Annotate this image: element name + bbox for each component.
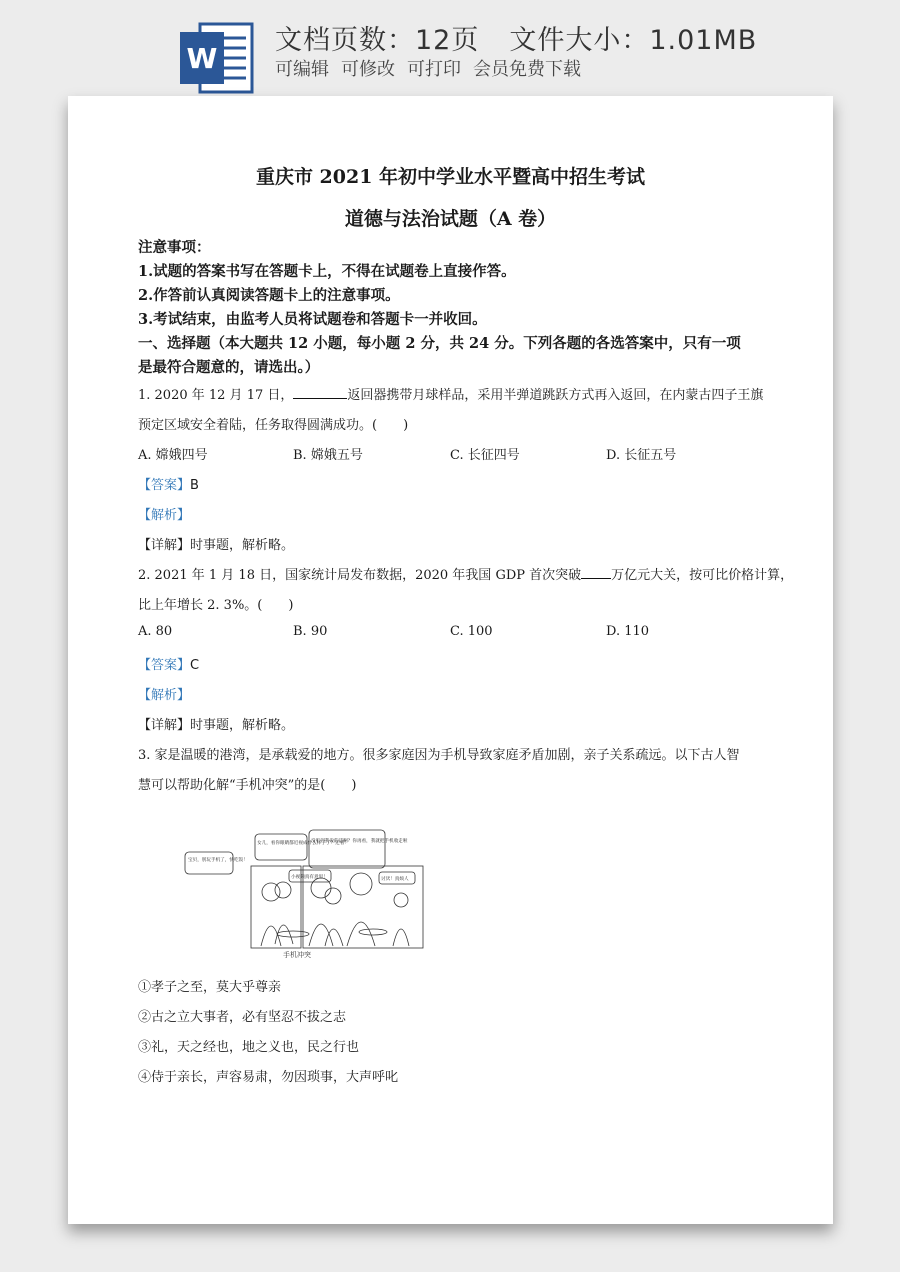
section-heading-cont: 是最符合题意的，请选出。） [138,359,320,376]
feature-modifiable: 可修改 [341,59,395,80]
answer-line [138,474,199,493]
comic-caption: 手机冲突 [283,951,311,959]
notice-item: 2.作答前认真阅读答题卡上的注意事项。 [138,287,400,304]
section-heading: 一、选择题（本大题共 12 小题，每小题 2 分，共 24 分。下列各题的各选答案中，只有一项 [138,335,741,352]
answer-line [138,654,199,673]
option-1: ①孝子之至，莫大乎尊亲 [138,980,282,995]
comic-bubble-4: 没听到我说的话啊？你再看，我就把手机收走啦 [311,839,408,844]
option-a: A. 80 [138,624,173,639]
answer-value: B [190,478,199,493]
comic-bubble-2: 女儿，看你眼睛都近视成什么样子了？还看！ [257,841,349,846]
analysis-tag: 【解析】 [138,688,191,703]
page-count: 文档页数：12页 [275,25,480,56]
question-1-line-2: 预定区域安全着陆，任务取得圆满成功。( ) [138,418,409,433]
word-document-icon [178,18,258,98]
option-a: A. 嫦娥四号 [138,448,208,463]
question-1-line-1: 1. 2020 年 12 月 17 日， 返回器携带月球样品，采用半弹道跳跃方式再入返回，在内蒙古四子王旗 [138,388,764,403]
notice-item: 1.试题的答案书写在答题卡上，不得在试题卷上直接作答。 [138,263,516,280]
feature-member-download: 会员免费下载 [473,59,581,80]
answer-value: C [190,658,200,673]
analysis-tag: 【解析】 [138,508,191,523]
comic-image [183,826,428,961]
option-c: C. 长征四号 [450,448,520,463]
option-d: D. 110 [606,624,650,639]
option-c: C. 100 [450,624,493,639]
answer-blank [581,566,611,579]
notice-heading: 注意事项： [138,239,211,256]
answer-tag: 【答案】 [138,658,191,673]
comic-bubble-5: 讨厌！真烦人 [381,877,409,882]
exam-subtitle: 道德与法治试题（A 卷） [344,208,557,230]
option-d: D. 长征五号 [606,448,677,463]
detail-line: 【详解】时事题，解析略。 [138,538,295,553]
option-3: ③礼，天之经也，地之义也，民之行也 [138,1040,360,1055]
document-page [68,96,833,1224]
answer-blank [293,386,347,399]
question-2-line-1: 2. 2021 年 1 月 18 日，国家统计局发布数据，2020 年我国 GDP 首次突破 万亿元大关，按可比价格计算， [138,568,794,583]
option-b: B. 90 [293,624,328,639]
notice-item: 3.考试结束，由监考人员将试题卷和答题卡一并收回。 [138,311,487,328]
question-3-line-2: 慧可以帮助化解“手机冲突”的是( ) [138,778,357,793]
feature-editable: 可编辑 [275,59,329,80]
comic-bubble-3: 小视频真有意思！ [291,875,328,880]
option-b: B. 嫦娥五号 [293,448,363,463]
answer-tag: 【答案】 [138,478,191,493]
header-banner [0,0,900,100]
file-size: 文件大小：1.01MB [509,25,758,56]
detail-line: 【详解】时事题，解析略。 [138,718,295,733]
question-2-line-2: 比上年增长 2. 3%。( ) [138,598,294,613]
option-2: ②古之立大事者，必有坚忍不拔之志 [138,1010,347,1025]
option-4: ④侍于亲长，声容易肃，勿因琐事，大声呼叱 [138,1070,399,1085]
feature-printable: 可打印 [407,59,461,80]
question-3-line-1: 3. 家是温暖的港湾，是承载爱的地方。很多家庭因为手机导致家庭矛盾加剧，亲子关系疏远。以下古人智 [138,748,740,763]
feature-list [275,55,593,81]
icon-letter: W [186,42,218,75]
comic-bubble-1: 宝贝，别玩手机了，快吃饭！ [188,858,248,863]
file-info [275,18,757,57]
exam-title: 重庆市 2021 年初中学业水平暨高中招生考试 [255,166,646,188]
